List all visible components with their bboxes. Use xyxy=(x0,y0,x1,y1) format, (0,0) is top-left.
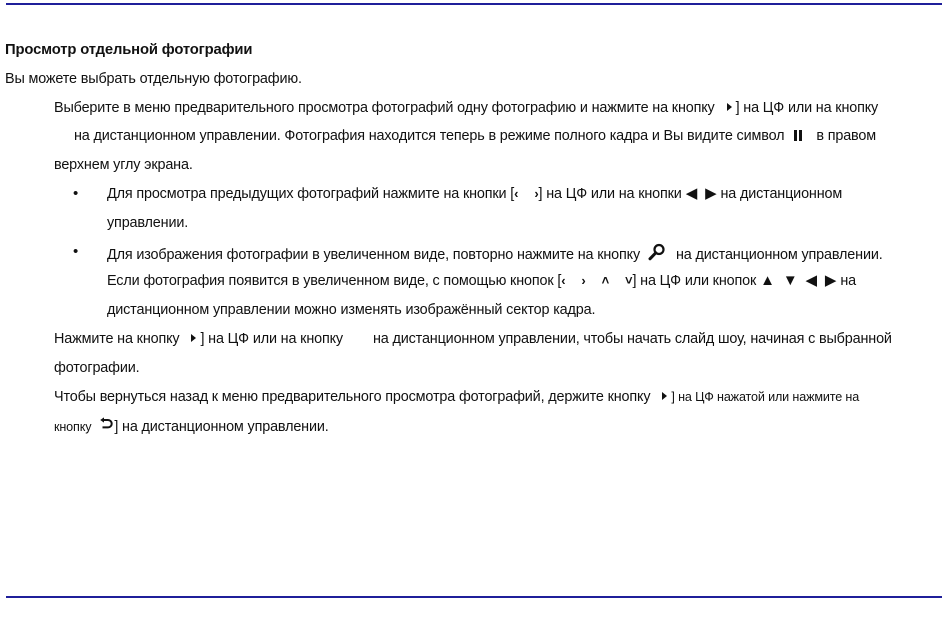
step2-text-c: на дистанционном управлении, чтобы начать слайд шоу, начиная с выбранной xyxy=(372,331,892,347)
return-arrow-icon xyxy=(99,417,113,434)
play-icon xyxy=(727,103,732,111)
play-icon xyxy=(191,334,196,342)
chevron-up-icon: ˄ xyxy=(601,273,610,288)
step1-text-b: ] на ЦФ или на кнопку xyxy=(735,100,879,116)
bullet2-text-b: на дистанционном управлении. xyxy=(676,247,883,263)
intro-text: Вы можете выбрать отдельную фотографию. xyxy=(5,71,302,87)
bullet1-text-c: на дистанционном xyxy=(720,186,843,202)
bullet2-line3: дистанционном управлении можно изменять изображённый сектор кадра. xyxy=(107,302,596,318)
triangle-right-icon: ▶ xyxy=(705,185,717,202)
bullet1-line2: управлении. xyxy=(107,215,189,231)
bullet-marker: • xyxy=(73,185,79,202)
triangle-left-icon: ◀ xyxy=(685,185,698,202)
top-rule xyxy=(6,3,942,5)
triangle-left-icon: ◀ xyxy=(805,272,817,289)
chevron-right-icon: › xyxy=(534,186,539,201)
bullet1-text-a: Для просмотра предыдущих фотографий нажмите на кнопки [ xyxy=(107,186,515,202)
bullet2-text-d: ] на ЦФ или кнопок xyxy=(632,273,757,289)
triangle-down-icon: ▼ xyxy=(782,272,798,289)
step2-text-a: Нажмите на кнопку xyxy=(54,331,180,347)
step2-line2: фотографии. xyxy=(54,360,140,376)
bullet2-text-e: на xyxy=(840,273,856,289)
triangle-up-icon: ▲ xyxy=(760,272,775,289)
section-heading: Просмотр отдельной фотографии xyxy=(5,42,253,58)
step2-line1 xyxy=(54,330,892,348)
step1-text-d: в правом xyxy=(816,128,876,144)
pause-icon xyxy=(794,130,802,141)
bullet2-text-c: Если фотография появится в увеличенном виде, с помощью кнопок [ xyxy=(107,273,562,289)
chevron-left-icon: ‹ xyxy=(514,186,519,201)
step3-text-b: ] на ЦФ нажатой или нажмите на xyxy=(671,390,860,404)
triangle-right-icon: ▶ xyxy=(824,272,837,289)
step1-line2 xyxy=(54,127,876,145)
bottom-rule xyxy=(6,596,942,598)
step2-text-b: ] на ЦФ или на кнопку xyxy=(200,331,343,347)
chevron-right-icon: › xyxy=(581,273,586,288)
step3-line2 xyxy=(54,417,329,437)
play-icon xyxy=(662,392,667,400)
step3-line1 xyxy=(54,388,859,406)
step3-text-c: кнопку xyxy=(54,420,92,434)
bullet1-text-b: ] на ЦФ или на кнопки xyxy=(538,186,682,202)
step1-text-c: на дистанционном управлении. Фотография находится теперь в режиме полного кадра и Вы видите символ xyxy=(74,128,785,144)
bullet-marker: • xyxy=(73,243,79,260)
step3-text-d: ] на дистанционном управлении. xyxy=(114,419,329,435)
bullet2-line1 xyxy=(107,243,883,267)
bullet2-line2 xyxy=(107,272,856,290)
step1-line1 xyxy=(54,99,878,117)
bullet1-line1 xyxy=(107,185,842,203)
bullet2-text-a: Для изображения фотографии в увеличенном виде, повторно нажмите на кнопку xyxy=(107,247,640,263)
magnifier-icon xyxy=(648,243,666,264)
chevron-left-icon: ‹ xyxy=(561,273,566,288)
chevron-down-icon: ˅ xyxy=(625,273,633,288)
step3-text-a: Чтобы вернуться назад к меню предварительного просмотра фотографий, держите кнопку xyxy=(54,389,651,405)
step1-line3: верхнем углу экрана. xyxy=(54,157,193,173)
step1-text-a: Выберите в меню предварительного просмотра фотографий одну фотографию и нажмите на кнопку xyxy=(54,100,715,116)
